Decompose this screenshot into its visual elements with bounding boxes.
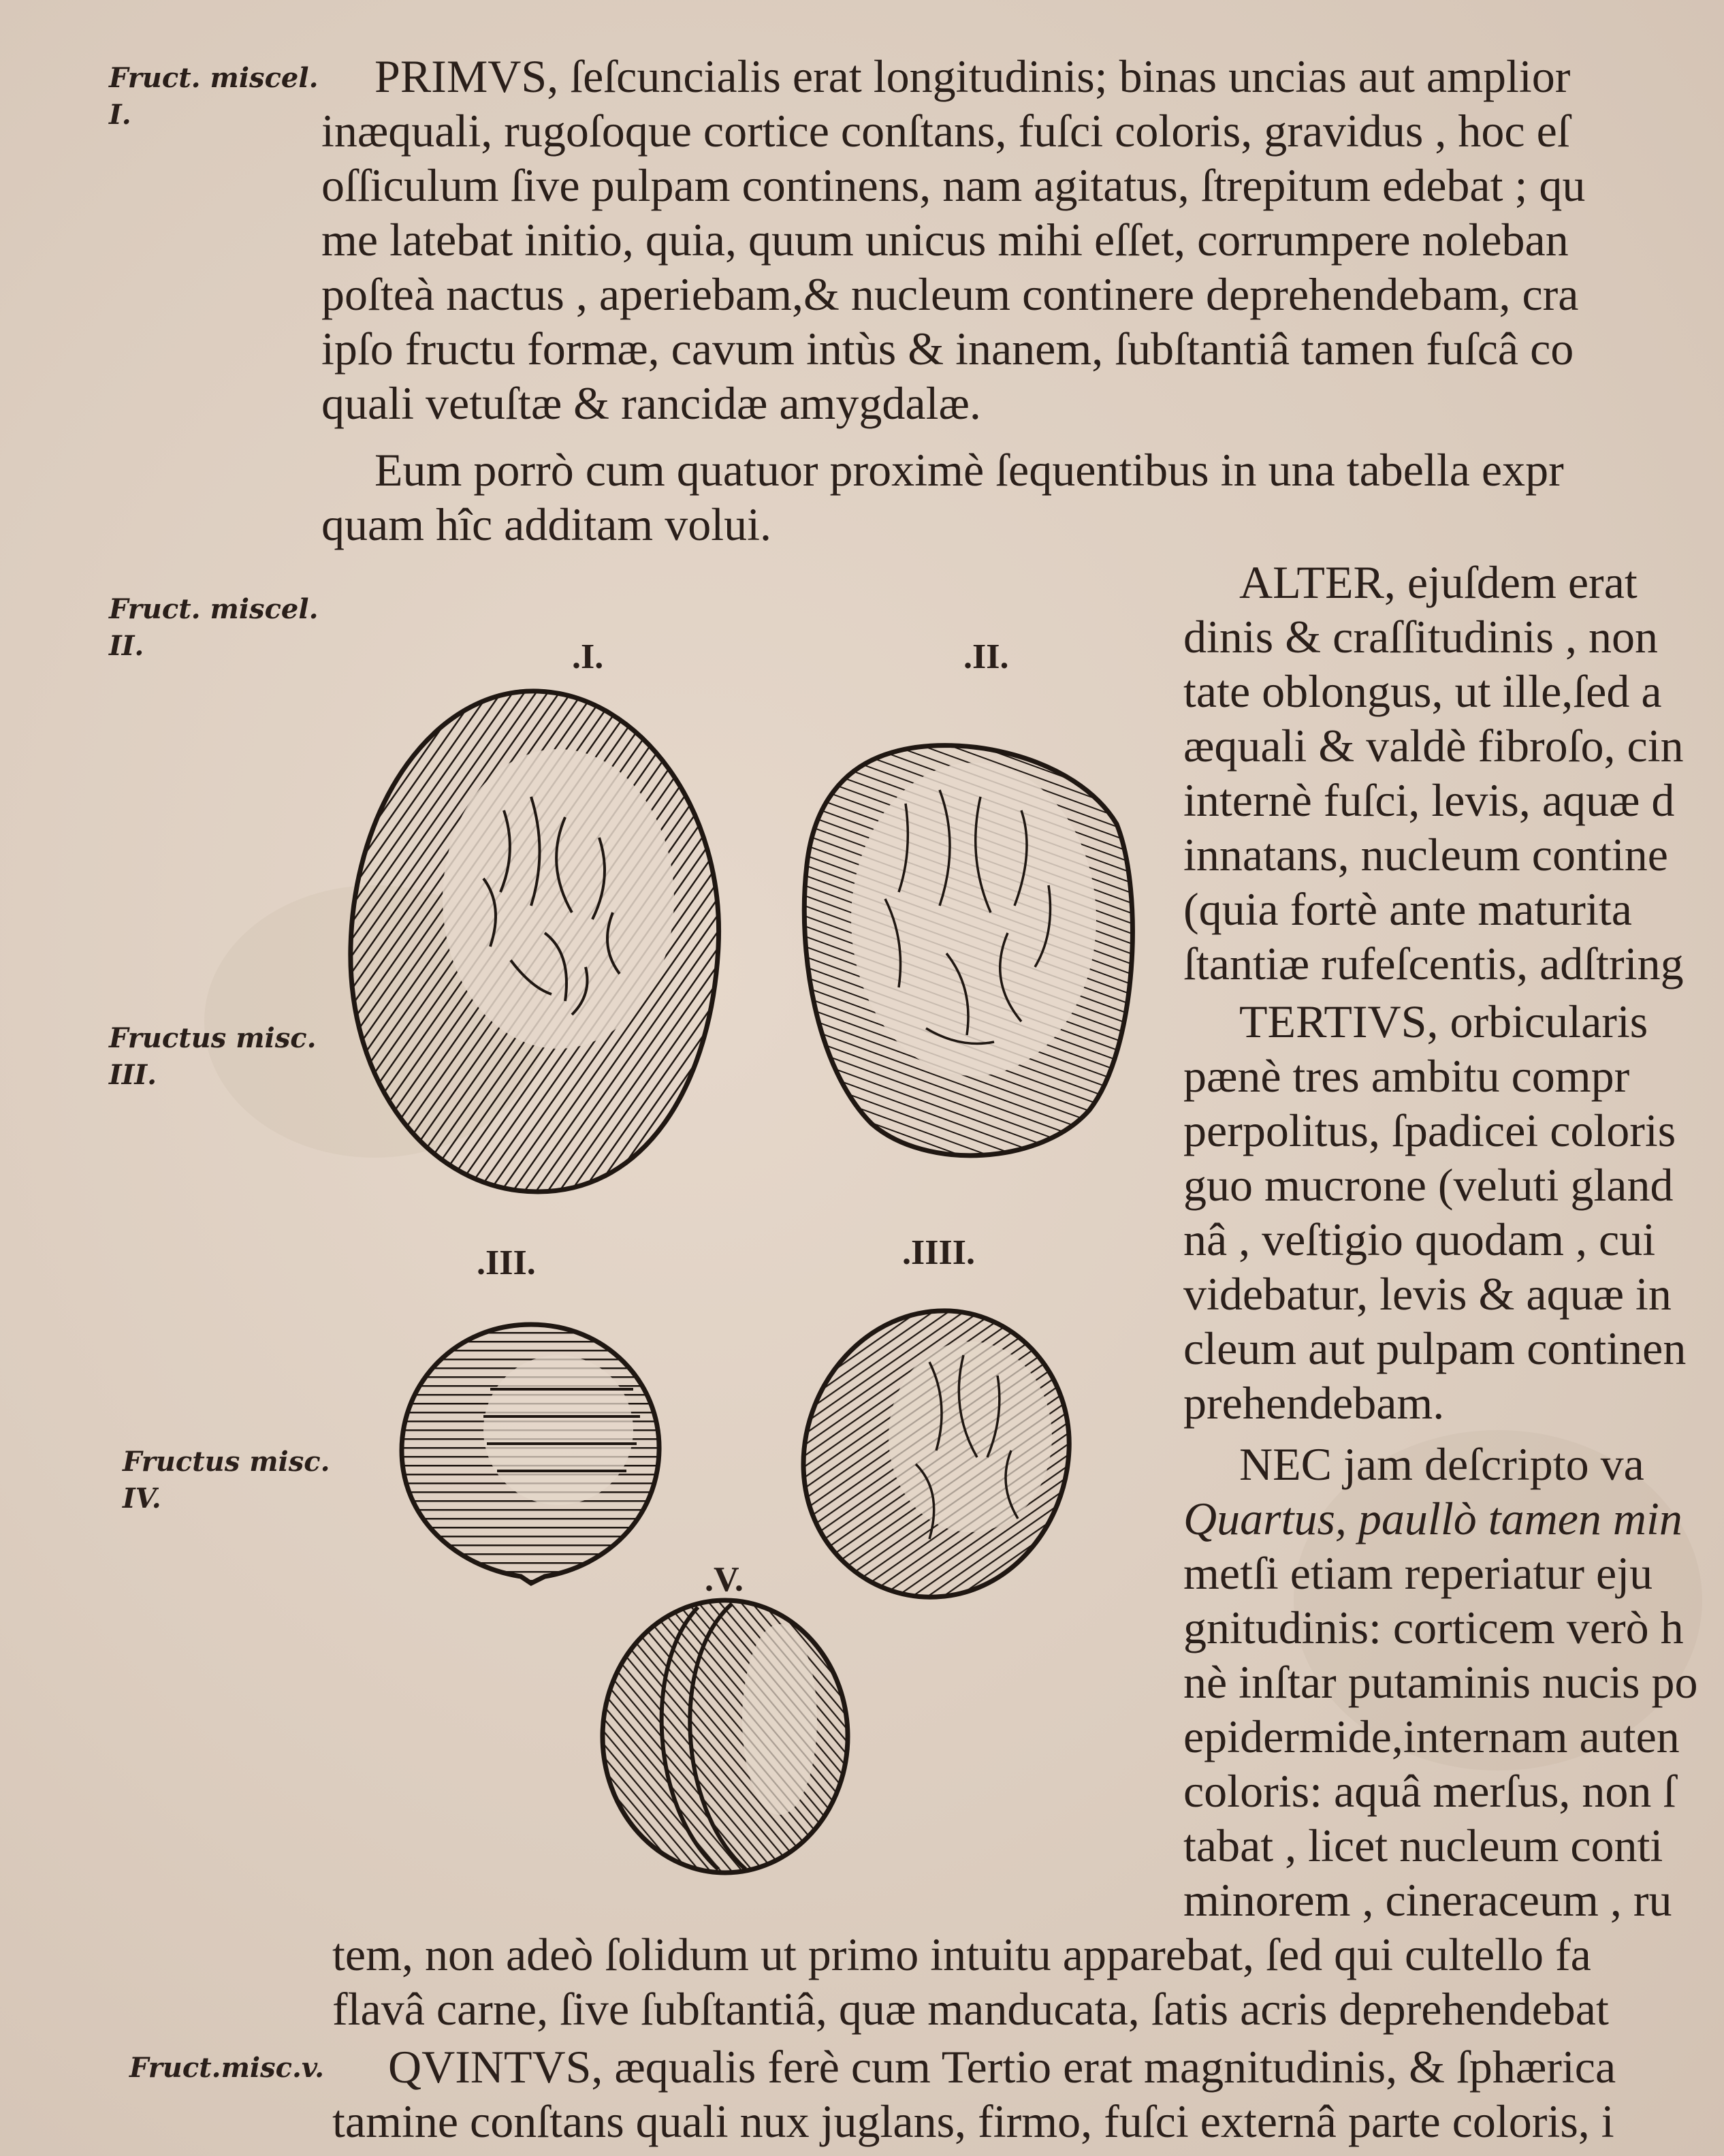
- text-line: QVINTVS, æqualis ferè cum Tertio erat magnitudinis, & ſphærica: [388, 2041, 1616, 2093]
- text-line: æquali & valdè fibroſo, cin: [1183, 720, 1684, 772]
- margin-note-number: III.: [109, 1059, 157, 1091]
- text-line: nâ , veſtigio quodam , cui: [1183, 1214, 1656, 1265]
- figure-label-5: .V.: [705, 1560, 744, 1599]
- margin-note-number: II.: [109, 630, 144, 662]
- margin-note-1: [109, 60, 319, 133]
- text-line: flavâ carne, ſive ſubſtantiâ, quæ manducata, ſatis acris deprehendebat: [332, 1983, 1609, 2035]
- margin-note-title: Fruct.misc.v.: [129, 2052, 325, 2084]
- fruit-illustration-3: [388, 1314, 674, 1587]
- margin-note-2: [109, 591, 319, 665]
- text-line: tamine conſtans quali nux juglans, firmo, fuſci externâ parte coloris, i: [332, 2095, 1614, 2147]
- text-line: inæquali, rugoſoque cortice conſtans, fuſci coloris, gravidus , hoc eſ: [321, 105, 1570, 157]
- fruit-illustration-5: [596, 1583, 855, 1883]
- text-line: Eum porrò cum quatuor proximè ſequentibus in una tabella expr: [374, 444, 1564, 496]
- figure-label-3: .III.: [477, 1243, 536, 1282]
- margin-note-title: Fruct. miscel.: [109, 593, 319, 625]
- text-line: NEC jam deſcripto va: [1239, 1438, 1644, 1490]
- text-line: ipſo fructu formæ, cavum intùs & inanem, ſubſtantiâ tamen fuſcâ co: [321, 323, 1574, 375]
- margin-note-5: [129, 2050, 324, 2087]
- text-line: videbatur, levis & aquæ in: [1183, 1268, 1672, 1320]
- text-line: oſſiculum ſive pulpam continens, nam agitatus, ſtrepitum edebat ; qu: [321, 159, 1586, 211]
- text-line: perpolitus, ſpadicei coloris: [1183, 1105, 1676, 1156]
- text-line: me latebat initio, quia, quum unicus mihi eſſet, corrumpere noleban: [321, 214, 1569, 266]
- margin-note-4: [123, 1444, 330, 1517]
- figure-label-4: .IIII.: [902, 1233, 975, 1272]
- text-line: innatans, nucleum contine: [1183, 829, 1668, 881]
- text-line: quam hîc additam volui.: [321, 498, 771, 550]
- text-line: ALTER, ejuſdem erat: [1239, 556, 1638, 608]
- margin-note-number: I.: [109, 99, 131, 131]
- text-line: (quia fortè ante maturita: [1183, 883, 1632, 935]
- text-line: PRIMVS, ſeſcuncialis erat longitudinis; binas uncias aut amplior: [374, 50, 1571, 102]
- text-line: quali vetuſtæ & rancidæ amygdalæ.: [321, 377, 981, 429]
- text-line: minorem , cineraceum , ru: [1183, 1874, 1672, 1926]
- text-line: internè fuſci, levis, aquæ d: [1183, 774, 1675, 826]
- text-line: tate oblongus, ut ille,ſed a: [1183, 665, 1662, 717]
- fruit-illustration-1: [327, 674, 749, 1205]
- figure-label-2: .II.: [963, 637, 1009, 676]
- text-line: ſtantiæ rufeſcentis, adſtring: [1183, 938, 1684, 989]
- text-line: nè inſtar putaminis nucis po: [1183, 1656, 1698, 1708]
- margin-note-title: Fructus misc.: [123, 1446, 330, 1478]
- text-line: tem, non adeò ſolidum ut primo intuitu apparebat, ſed qui cultello fa: [332, 1929, 1591, 1980]
- margin-note-title: Fruct. miscel.: [109, 62, 319, 94]
- text-line: poſteà nactus , aperiebam,& nucleum continere deprehendebam, cra: [321, 268, 1579, 320]
- text-line: pænè tres ambitu compr: [1183, 1050, 1630, 1102]
- text-line: TERTIVS, orbicularis: [1239, 996, 1648, 1047]
- fruit-illustration-2: [790, 729, 1144, 1178]
- margin-note-3: [109, 1020, 317, 1094]
- fruit-illustration-4: [793, 1301, 1079, 1607]
- text-line: cleum aut pulpam continen: [1183, 1322, 1687, 1374]
- text-line: prehendebam.: [1183, 1377, 1445, 1429]
- text-line: Quartus, paullò tamen min: [1183, 1493, 1682, 1544]
- text-line: dinis & craſſitudinis , non: [1183, 611, 1658, 663]
- text-line: coloris: aquâ merſus, non ſ: [1183, 1765, 1676, 1817]
- figure-label-1: .I.: [572, 637, 604, 676]
- text-line: gnitudinis: corticem verò h: [1183, 1602, 1684, 1653]
- text-line: tabat , licet nucleum conti: [1183, 1820, 1663, 1871]
- margin-note-title: Fructus misc.: [109, 1022, 317, 1054]
- text-line: metſi etiam reperiatur eju: [1183, 1547, 1653, 1599]
- text-line: epidermide,internam auten: [1183, 1711, 1680, 1762]
- text-line: guo mucrone (veluti gland: [1183, 1159, 1674, 1211]
- margin-note-number: IV.: [123, 1483, 161, 1515]
